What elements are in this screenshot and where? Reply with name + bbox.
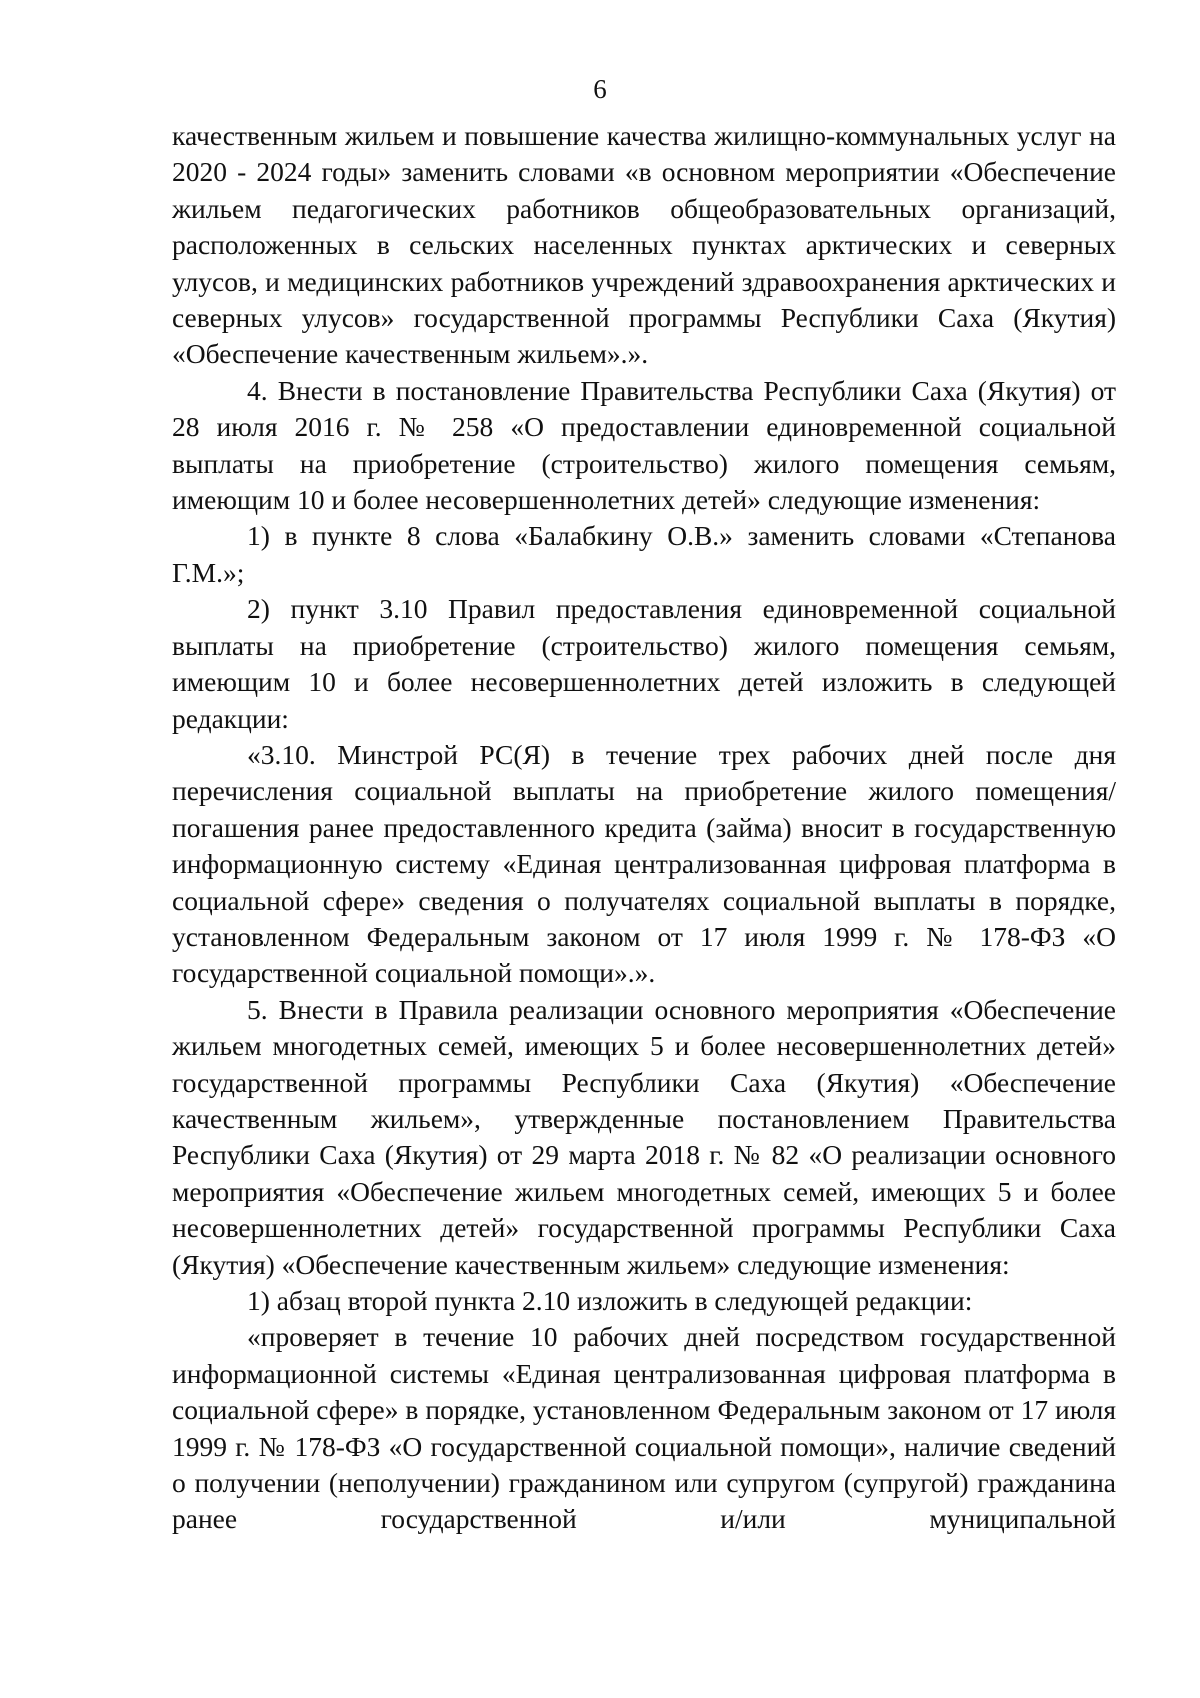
document-body [172,118,1116,1538]
page-number: 6 [593,74,607,104]
paragraph-subitem-4-2: 2) пункт 3.10 Правил предоставления единовременной социальной выплаты на приобретение (строительство) жилого помещения семьям, имеющим 10 и более несовершеннолетних детей изложить в следующей редакции: [172,593,1116,734]
paragraph-subitem-4-1: 1) в пункте 8 слова «Балабкину О.В.» заменить словами «Степанова Г.М.»; [172,520,1116,588]
paragraph-item-5: 5. Внести в Правила реализации основного мероприятия «Обеспечение жильем многодетных семей, имеющих 5 и более несовершеннолетних детей» государственной программы Республики Саха (Якутия) «Обеспечение качественным жильем», утвержденные постановлением Правительства Республики Саха (Якутия) от 29 марта 2018 г. № 82 «О реализации основного мероприятия «Обеспечение жильем многодетных семей, имеющих 5 и более несовершеннолетних детей» государственной программы Республики Саха (Якутия) «Обеспечение качественным жильем» следующие изменения: [172,993,1116,1280]
paragraph-item-4: 4. Внести в постановление Правительства Республики Саха (Якутия) от 28 июля 2016 г. № 258 «О предоставлении единовременной социальной выплаты на приобретение (строительство) жилого помещения семьям, имеющим 10 и более несовершеннолетних детей» следующие изменения: [172,374,1116,516]
paragraph-quote-2-10: «проверяет в течение 10 рабочих дней посредством государственной информационной системы «Единая централизованная цифровая платформа в социальной сфере» в порядке, установленном Федеральным законом от 17 июля 1999 г. № 178-ФЗ «О государственной социальной помощи», наличие сведений о получении (неполучении) гражданином или супругом (супругой) гражданина ранее государственной и/или муниципальной [172,1321,1116,1535]
paragraph-subitem-5-1: 1) абзац второй пункта 2.10 изложить в следующей редакции: [247,1285,973,1316]
paragraph-quote-3-10: «3.10. Минстрой РС(Я) в течение трех рабочих дней после дня перечисления социальной выплаты на приобретение жилого помещения/погашения ранее предоставленного кредита (займа) вносит в государственную информационную систему «Единая централизованная цифровая платформа в социальной сфере» сведения о получателях социальной выплаты в порядке, установленном Федеральным законом от 17 июля 1999 г. № 178-ФЗ «О государственной социальной помощи».». [172,738,1116,989]
paragraph-continuation: качественным жильем и повышение качества жилищно-коммунальных услуг на 2020 - 2024 годы» заменить словами «в основном мероприятии «Обеспечение жильем педагогических работников общеобразовательных организаций, расположенных в сельских населенных пунктах арктических и северных улусов, и медицинских работников учреждений здравоохранения арктических и северных улусов» государственной программы Республики Саха (Якутия) «Обеспечение качественным жильем».». [172,120,1116,370]
